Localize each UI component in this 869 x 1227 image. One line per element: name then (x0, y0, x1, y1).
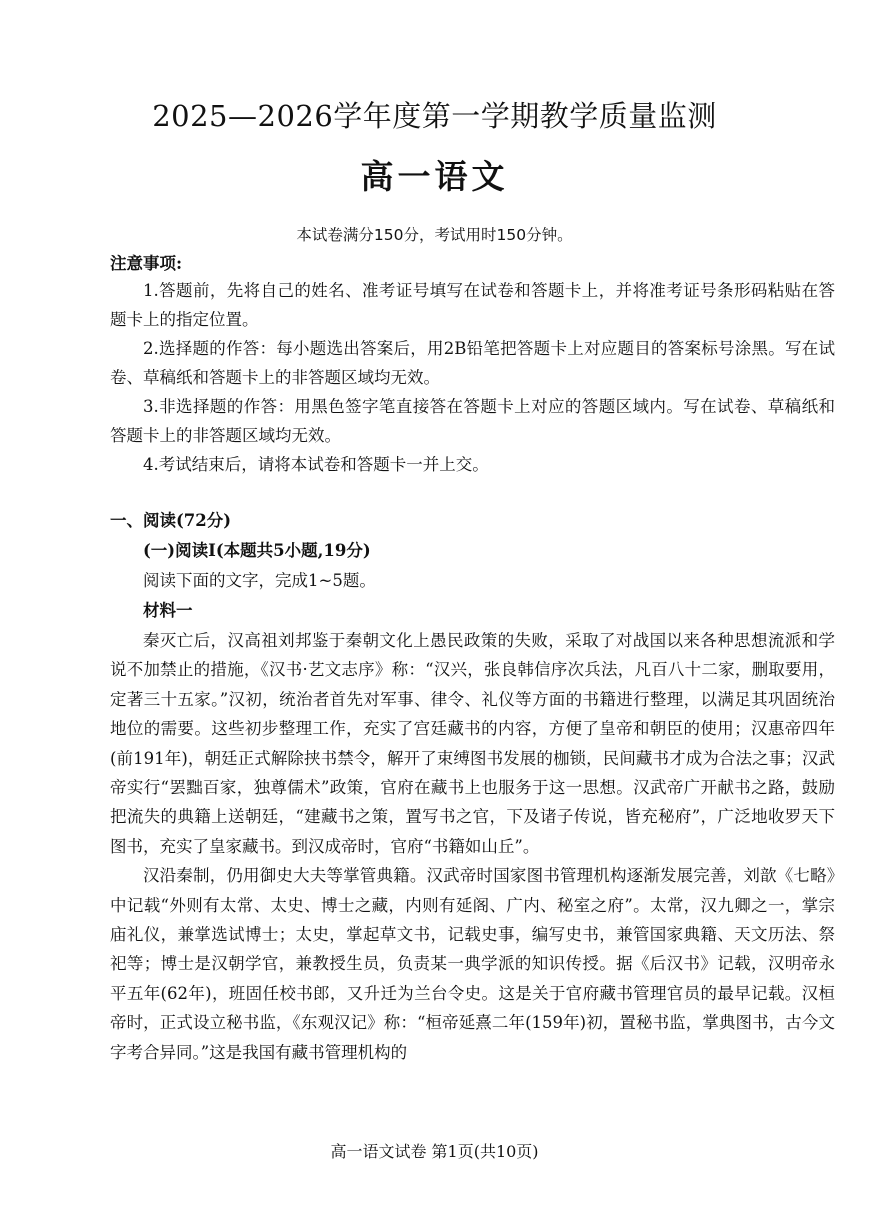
subject-title: 高一语文 (360, 157, 509, 196)
material-label: 材料一 (143, 601, 193, 620)
notice-item: 3.非选择题的作答：用黑色签字笔直接答在答题卡上对应的答题区域内。写在试卷、草稿纸和答题卡上的非答题区域均无效。 (110, 397, 835, 445)
exam-title: 2025—2026学年度第一学期教学质量监测 (152, 99, 717, 133)
passage-paragraph: 汉沿秦制，仍用御史大夫等掌管典籍。汉武帝时国家图书管理机构逐渐发展完善，刘歆《七略》中记载“外则有太常、太史、博士之藏，内则有延阁、广内、秘室之府”。太常，汉九卿之一，掌宗庙礼仪，兼掌选试博士；太史，掌起草文书，记载史事，编写史书，兼管国家典籍、天文历法、祭祀等；博士是汉朝学官，兼教授生员，负责某一典学派的知识传授。据《后汉书》记载，汉明帝永平五年(62年)，班固任校书郎，又升迁为兰台令史。这是关于官府藏书管理官员的最早记载。汉桓帝时，正式设立秘书监，《东观汉记》称：“桓帝延熹二年(159年)初，置秘书监，掌典图书，古今文字考合异同。”这是我国有藏书管理机构的 (110, 866, 835, 1062)
notice-list (110, 276, 835, 479)
page-footer: 高一语文试卷 第1页(共10页) (330, 1142, 539, 1161)
notice-item: 4.考试结束后，请将本试卷和答题卡一并上交。 (143, 455, 489, 474)
section-heading: 一、阅读(72分) (110, 511, 232, 530)
subsection-heading: (一)阅读Ⅰ(本题共5小题,19分) (143, 541, 371, 560)
notice-heading: 注意事项: (110, 254, 183, 273)
passage-paragraph: 秦灭亡后，汉高祖刘邦鉴于秦朝文化上愚民政策的失败，采取了对战国以来各种思想流派和学说不加禁止的措施，《汉书·艺文志序》称：“汉兴，张良韩信序次兵法，凡百八十二家，删取要用，定著三十五家。”汉初，统治者首先对军事、律令、礼仪等方面的书籍进行整理，以满足其巩固统治地位的需要。这些初步整理工作，充实了宫廷藏书的内容，方便了皇帝和朝臣的使用；汉惠帝四年(前191年)，朝廷正式解除挟书禁令，解开了束缚图书发展的枷锁，民间藏书才成为合法之事；汉武帝实行“罢黜百家，独尊儒术”政策，官府在藏书上也服务于这一思想。汉武帝广开献书之路，鼓励把流失的典籍上送朝廷，“建藏书之策，置写书之官，下及诸子传说，皆充秘府”，广泛地收罗天下图书，充实了皇家藏书。到汉成帝时，官府“书籍如山丘”。 (110, 631, 835, 856)
score-info: 本试卷满分150分，考试用时150分钟。 (296, 226, 573, 244)
notice-item: 1.答题前，先将自己的姓名、准考证号填写在试卷和答题卡上，并将准考证号条形码粘贴在答题卡上的指定位置。 (110, 281, 835, 329)
notice-item: 2.选择题的作答：每小题选出答案后，用2B铅笔把答题卡上对应题目的答案标号涂黑。写在试卷、草稿纸和答题卡上的非答题区域均无效。 (110, 339, 835, 387)
reading-instruction: 阅读下面的文字，完成1~5题。 (143, 571, 376, 590)
reading-passage (110, 626, 835, 1067)
